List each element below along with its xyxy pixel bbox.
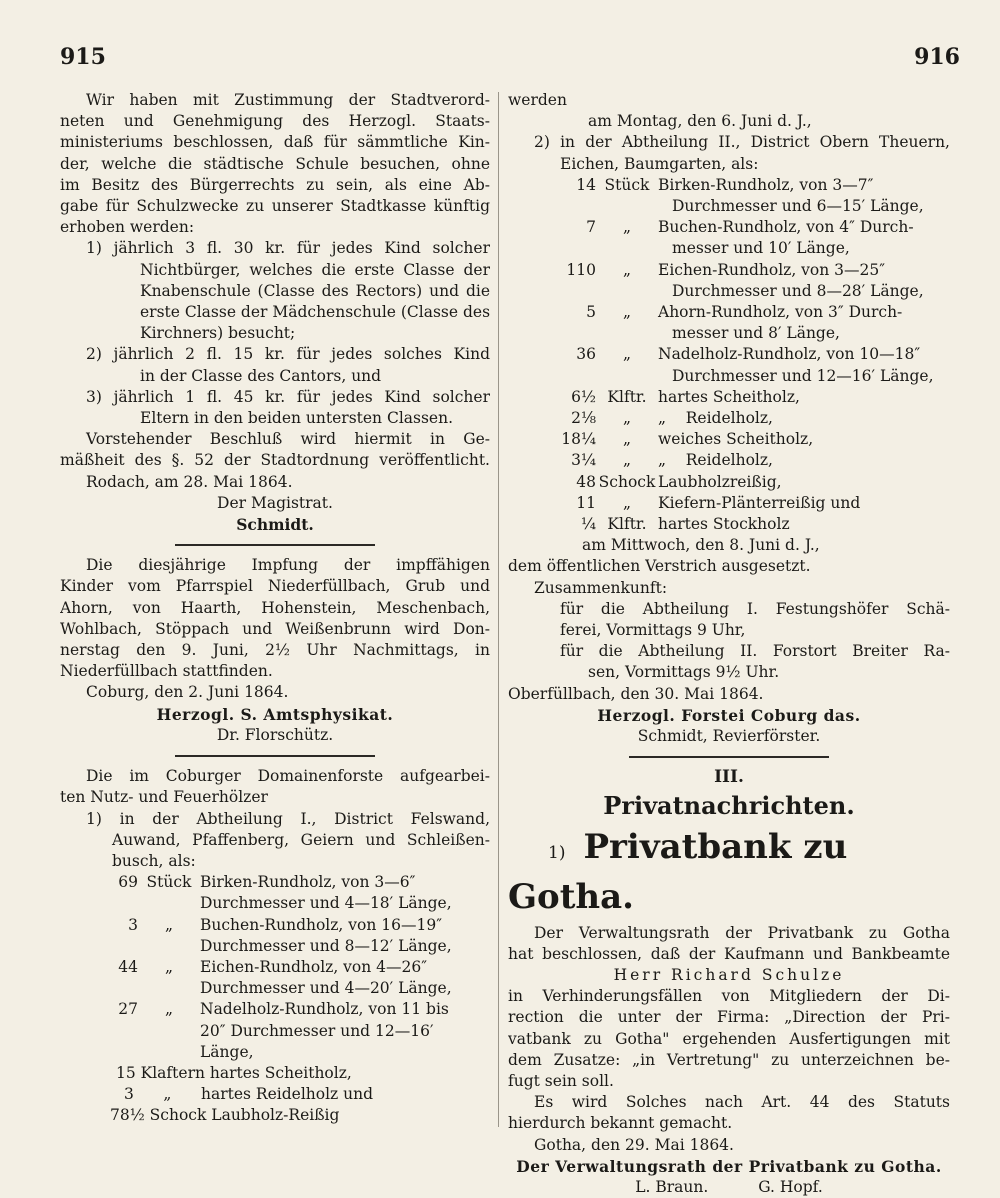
table-row-cont: Durchmesser und 8—12′ Länge, xyxy=(200,936,452,955)
signature: L. Braun. xyxy=(635,1177,709,1196)
place-date: Coburg, den 2. Juni 1864. xyxy=(86,683,289,702)
text-line: Es wird Solches nach Art. 44 des Statuts xyxy=(534,1093,950,1112)
list-item-3-cont: Eltern in den beiden untersten Classen. xyxy=(140,409,454,428)
table-row: ¼ Klftr. hartes Stockholz xyxy=(580,515,790,534)
text-line: hat beschlossen, daß der Kaufmann und Bankbeamte xyxy=(508,944,950,963)
signature-names xyxy=(508,1177,950,1198)
table-row: 44 „ Eichen-Rundholz, von 4—26″ xyxy=(118,957,428,976)
bank-title: Privatbank zu Gotha. xyxy=(508,826,848,917)
list-item-3: 3) jährlich 1 fl. 45 kr. für jedes Kind solcher xyxy=(86,387,490,406)
table-row: 5 „ Ahorn-Rundholz, von 3″ Durch- xyxy=(586,303,903,322)
section-title: Privatnachrichten. xyxy=(603,790,855,820)
fuel-table xyxy=(508,387,950,535)
table-row-cont: Länge, xyxy=(200,1042,254,1061)
text-line: am Mittwoch, den 8. Juni d. J., xyxy=(582,536,820,555)
text-line: nerstag den 9. Juni, 2½ Uhr Nachmittags, in xyxy=(60,641,490,660)
text-line: sen, Vormittags 9½ Uhr. xyxy=(588,663,780,682)
bank-number: 1) xyxy=(548,842,566,863)
text-line: im Besitz des Bürgerrechts zu sein, als eine Ab- xyxy=(60,175,490,194)
text-line: Eichen, Baumgarten, als: xyxy=(560,154,759,173)
right-column xyxy=(508,90,950,1198)
signature: Der Magistrat. xyxy=(217,493,333,512)
person-name: Herr Richard Schulze xyxy=(613,965,845,984)
text-line: Ahorn, von Haarth, Hohenstein, Meschenbach, xyxy=(60,598,490,617)
text-line: Auwand, Pfaffenberg, Geiern und Schleißen- xyxy=(112,830,490,849)
table-row: 48 Schock Laubholzreißig, xyxy=(576,472,782,491)
table-row-cont: Durchmesser und 4—18′ Länge, xyxy=(200,894,452,913)
text-line: Der Verwaltungsrath der Privatbank zu Gotha xyxy=(534,923,950,942)
text-line: dem öffentlichen Verstrich ausgesetzt. xyxy=(508,557,811,576)
signature: Schmidt. xyxy=(236,515,314,535)
list-item-2-cont: in der Classe des Cantors, und xyxy=(140,366,382,385)
text-line: 15 Klaftern hartes Scheitholz, xyxy=(116,1063,352,1082)
separator-rule xyxy=(175,755,375,757)
signature: Dr. Florschütz. xyxy=(216,725,334,744)
table-row-cont: messer und 8′ Länge, xyxy=(672,324,840,343)
timber-table-2 xyxy=(508,175,950,387)
bank-heading xyxy=(508,825,950,919)
text-line: für die Abtheilung I. Festungshöfer Schä- xyxy=(560,599,950,618)
text-line: Kinder vom Pfarrspiel Niederfüllbach, Grub und xyxy=(60,577,490,596)
text-line: Vorstehender Beschluß wird hiermit in Ge- xyxy=(86,430,490,449)
table-row: 18¼ „ weiches Scheitholz, xyxy=(561,430,814,449)
text-line: 1) in der Abtheilung I., District Felswand, xyxy=(86,809,490,828)
text-line: hierdurch bekannt gemacht. xyxy=(508,1114,733,1133)
list-item-1: 1) jährlich 3 fl. 30 kr. für jedes Kind solcher xyxy=(86,239,490,258)
text-line: ten Nutz- und Feuerhölzer xyxy=(60,788,268,807)
place-date: Rodach, am 28. Mai 1864. xyxy=(86,472,293,491)
signature: Schmidt, Revierförster. xyxy=(637,727,821,746)
signature: Herzogl. Forstei Coburg das. xyxy=(597,705,861,725)
notice-timber-sale xyxy=(60,766,490,1126)
table-row-cont: Durchmesser und 12—16′ Länge, xyxy=(672,366,934,385)
text-line: für die Abtheilung II. Forstort Breiter Ra- xyxy=(560,642,950,661)
table-row: 6½ Klftr. hartes Scheitholz, xyxy=(571,387,800,406)
table-row-cont: messer und 10′ Länge, xyxy=(672,239,850,258)
text-line: 3 „ hartes Reidelholz und xyxy=(124,1085,374,1104)
table-row: 110 „ Eichen-Rundholz, von 3—25″ xyxy=(566,260,886,279)
list-item-1-cont: erste Classe der Mädchenschule (Classe des xyxy=(140,303,490,322)
text-line: busch, als: xyxy=(112,851,196,870)
section-number: III. xyxy=(714,767,744,788)
text-line: fugt sein soll. xyxy=(508,1071,614,1090)
notice-school-fee xyxy=(60,90,490,535)
table-row: 27 „ Nadelholz-Rundholz, von 11 bis xyxy=(118,1000,449,1019)
table-row-cont: Durchmesser und 8—28′ Länge, xyxy=(672,281,924,300)
left-column xyxy=(60,90,490,1127)
signature: G. Hopf. xyxy=(758,1177,823,1196)
text-line: Wir haben mit Zustimmung der Stadtverord- xyxy=(86,91,490,109)
meeting-label: Zusammenkunft: xyxy=(534,578,668,597)
text-line: ferei, Vormittags 9 Uhr, xyxy=(560,621,746,640)
table-row-cont: Durchmesser und 6—15′ Länge, xyxy=(672,197,924,216)
separator-rule xyxy=(629,756,829,758)
text-line: dem Zusatze: „in Vertretung" zu unterzeichnen be- xyxy=(508,1050,950,1069)
text-line: mäßheit des §. 52 der Stadtordnung veröffentlicht. xyxy=(60,451,490,470)
table-row-cont: Durchmesser und 4—20′ Länge, xyxy=(200,979,452,998)
list-item-2: 2) jährlich 2 fl. 15 kr. für jedes solches Kind xyxy=(86,345,490,364)
text-line: gabe für Schulzwecke zu unserer Stadtkasse künftig xyxy=(60,197,490,216)
text-line: 78½ Schock Laubholz-Reißig xyxy=(110,1106,340,1125)
text-line: ministeriums beschlossen, daß für sämmtliche Kin- xyxy=(60,133,490,152)
timber-table xyxy=(60,872,490,1063)
text-line: Die diesjährige Impfung der impffähigen xyxy=(86,556,490,575)
text-line: am Montag, den 6. Juni d. J., xyxy=(588,112,812,131)
text-line: neten und Genehmigung des Herzogl. Staats- xyxy=(60,112,490,131)
notice-vaccination xyxy=(60,555,490,746)
list-item-1-cont: Kirchners) besucht; xyxy=(140,324,296,343)
table-row-cont: 20″ Durchmesser und 12—16′ xyxy=(200,1021,434,1040)
page-number-right: 916 xyxy=(914,44,960,70)
separator-rule xyxy=(175,544,375,546)
text-line: Die im Coburger Domainenforste aufgearbei- xyxy=(86,767,490,786)
table-row: 11 „ Kiefern-Plänterreißig und xyxy=(576,493,861,512)
table-row: 69 Stück Birken-Rundholz, von 3—6″ xyxy=(118,873,416,892)
table-row: 36 „ Nadelholz-Rundholz, von 10—18″ xyxy=(576,345,921,364)
text-line: werden xyxy=(508,91,567,109)
text-line: vatbank zu Gotha" ergehenden Ausfertigungen mit xyxy=(508,1029,950,1048)
text-line: Niederfüllbach stattfinden. xyxy=(60,662,273,681)
signature: Herzogl. S. Amtsphysikat. xyxy=(156,704,394,724)
table-row: 14 Stück Birken-Rundholz, von 3—7″ xyxy=(576,175,874,194)
list-item-1-cont: Knabenschule (Classe des Rectors) und die xyxy=(140,281,490,300)
table-row: 7 „ Buchen-Rundholz, von 4″ Durch- xyxy=(586,218,914,237)
table-row: 3¼ „ „ Reidelholz, xyxy=(571,451,773,470)
place-date: Oberfüllbach, den 30. Mai 1864. xyxy=(508,684,764,703)
text-line: der, welche die städtische Schule besuchen, ohne xyxy=(60,154,490,173)
list-item-1-cont: Nichtbürger, welches die erste Classe der xyxy=(140,260,490,279)
signature: Der Verwaltungsrath der Privatbank zu Gotha. xyxy=(516,1156,942,1176)
table-row: 3 „ Buchen-Rundholz, von 16—19″ xyxy=(128,915,443,934)
page-number-left: 915 xyxy=(60,44,106,70)
table-row: 2⅛ „ „ Reidelholz, xyxy=(571,409,773,428)
place-date: Gotha, den 29. Mai 1864. xyxy=(534,1135,734,1154)
text-line: rection die unter der Firma: „Direction der Pri- xyxy=(508,1008,950,1027)
column-divider xyxy=(498,92,499,1127)
text-line: Wohlbach, Stöppach und Weißenbrunn wird Don- xyxy=(60,619,490,638)
text-line: erhoben werden: xyxy=(60,218,195,237)
text-line: in Verhinderungsfällen von Mitgliedern der Di- xyxy=(508,987,950,1006)
text-line: 2) in der Abtheilung II., District Obern Theuern, xyxy=(534,133,950,152)
